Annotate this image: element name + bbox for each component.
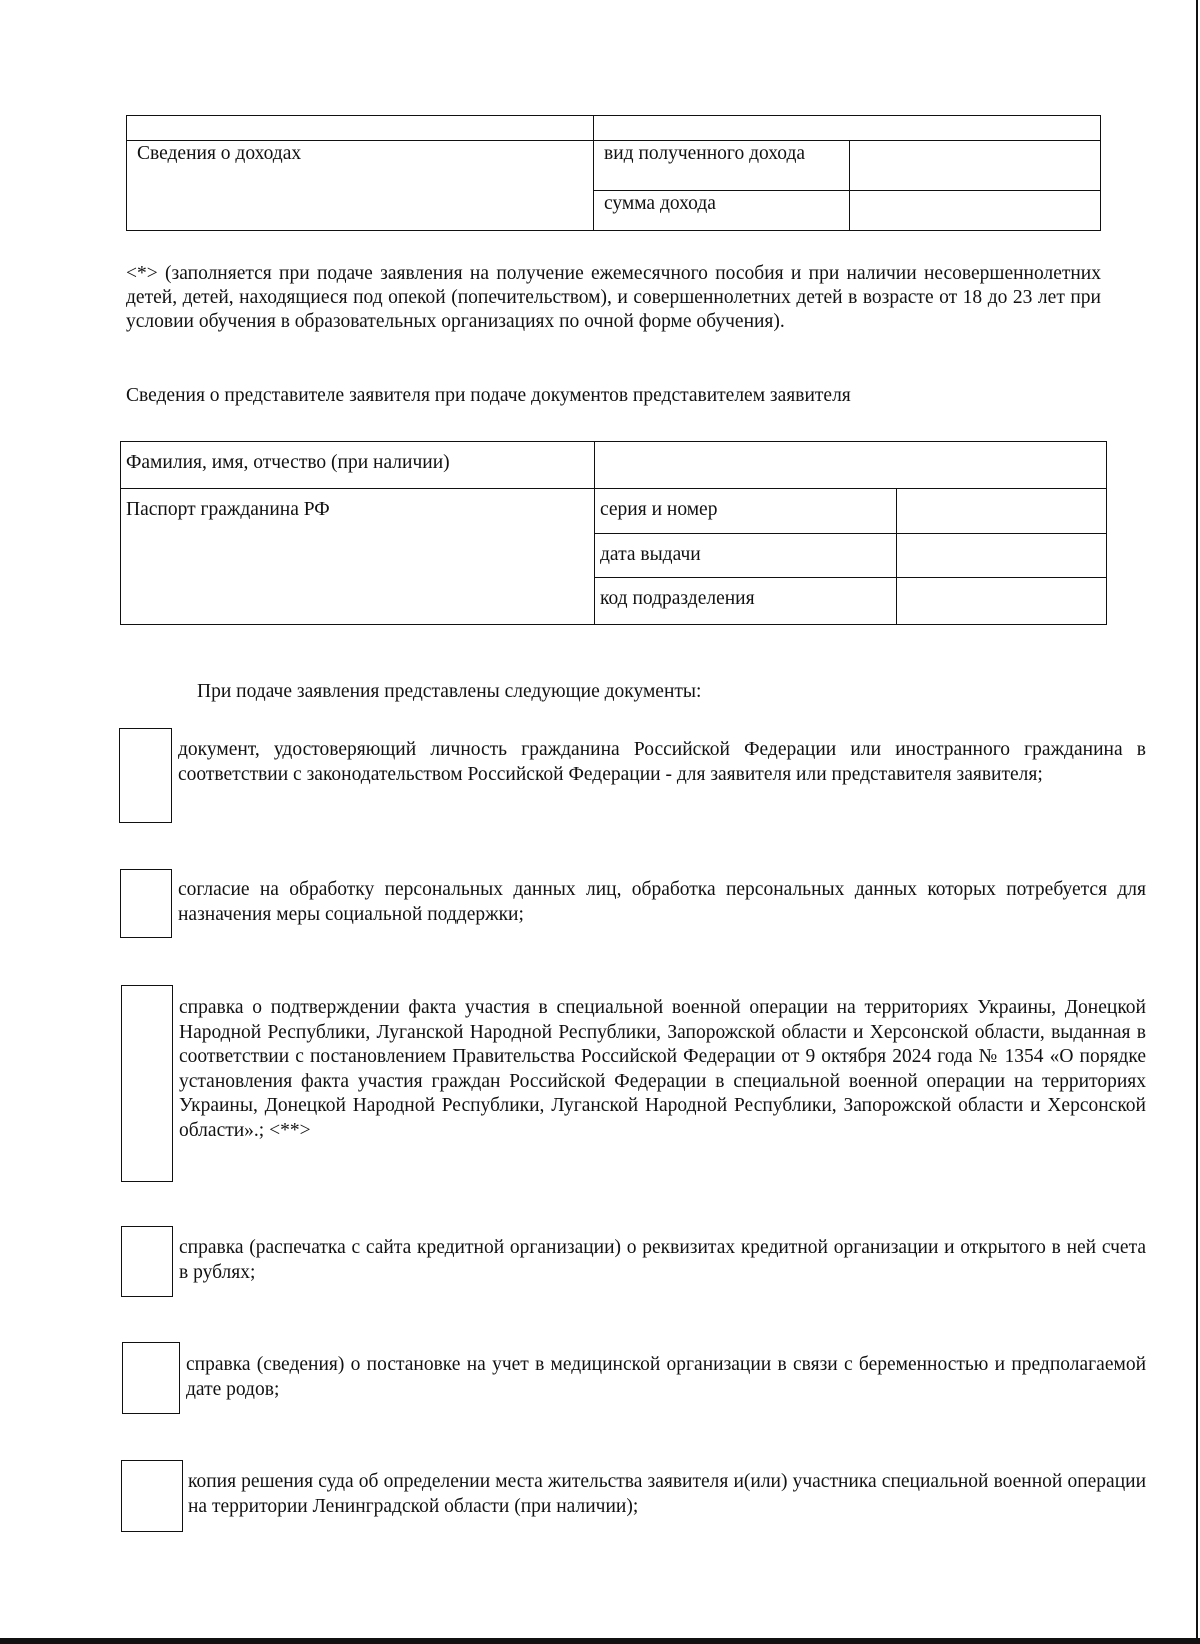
document-checkbox-1[interactable] — [119, 728, 172, 823]
document-text-2: согласие на обработку персональных данных лиц, обработка персональных данных которых потребуется для назначения меры социальной поддержки; — [178, 879, 1146, 925]
division-code-label-cell — [595, 578, 897, 625]
income-table — [126, 115, 1101, 231]
representative-table — [120, 441, 1107, 625]
income-amount-field[interactable] — [850, 191, 1101, 231]
document-checkbox-5[interactable] — [122, 1342, 180, 1414]
passport-label-cell — [121, 489, 595, 625]
passport-label: Паспорт гражданина РФ — [126, 499, 330, 520]
document-checkbox-2[interactable] — [120, 869, 172, 938]
series-label-cell — [595, 489, 897, 534]
document-text-5: справка (сведения) о постановке на учет в медицинской организации в связи с беременностью и предполагаемой дате родов; — [186, 1354, 1146, 1400]
income-type-label: вид полученного дохода — [604, 143, 806, 164]
division-code-field[interactable] — [897, 578, 1107, 625]
fio-label-cell — [121, 442, 595, 489]
issue-date-field[interactable] — [897, 534, 1107, 578]
division-code-label: код подразделения — [600, 588, 755, 609]
income-table-blank-cell — [127, 116, 594, 141]
document-text-4: справка (распечатка с сайта кредитной организации) о реквизитах кредитной организации и открытого в ней счета в рублях; — [179, 1237, 1146, 1283]
document-checkbox-4[interactable] — [121, 1226, 173, 1297]
document-checkbox-6[interactable] — [121, 1460, 183, 1532]
document-text-3: справка о подтверждении факта участия в специальной военной операции на территориях Украины, Донецкой Народной Республики, Луганской Народной Республики, Запорожской области и Херсонской области, выданная в соответствии с постановлением Правительства Российской Федерации от 9 октября 2024 года № 1354 «О порядке установления факта участия граждан Российской Федерации в специальной военной операции на территориях Украины, Донецкой Народной Республики, Луганской Народной Республики, Запорожской области и Херсонской области».; <**> — [179, 997, 1146, 1141]
page-bottom-rule — [0, 1638, 1200, 1644]
fio-field[interactable] — [595, 442, 1107, 489]
document-text-1: документ, удостоверяющий личность гражданина Российской Федерации или иностранного гражданина в соответствии с законодательством Российской Федерации - для заявителя или представителя заявителя; — [178, 739, 1146, 785]
document-text-6: копия решения суда об определении места жительства заявителя и(или) участника специальной военной операции на территории Ленинградской области (при наличии); — [188, 1471, 1146, 1517]
income-type-label-cell — [594, 141, 850, 191]
income-label: Сведения о доходах — [137, 143, 302, 164]
issue-date-label-cell — [595, 534, 897, 578]
series-label: серия и номер — [600, 499, 718, 520]
documents-heading: При подаче заявления представлены следующие документы: — [197, 681, 702, 702]
issue-date-label: дата выдачи — [600, 544, 701, 565]
footnote-star: <*> (заполняется при подаче заявления на получение ежемесячного пособия и при наличии несовершеннолетних детей, детей, находящиеся под опекой (попечительством), и совершеннолетних детей в возрасте от 18 до 23 лет при условии обучения в образовательных организациях по очной форме обучения). — [126, 263, 1101, 332]
scan-edge-line — [1196, 0, 1198, 1643]
income-table-blank-cell — [594, 116, 1101, 141]
document-checkbox-3[interactable] — [121, 985, 173, 1182]
income-label-cell — [127, 141, 594, 231]
income-amount-label-cell — [594, 191, 850, 231]
series-field[interactable] — [897, 489, 1107, 534]
representative-heading: Сведения о представителе заявителя при подаче документов представителем заявителя — [126, 385, 851, 406]
fio-label: Фамилия, имя, отчество (при наличии) — [126, 452, 450, 473]
income-amount-label: сумма дохода — [604, 193, 716, 214]
income-type-field[interactable] — [850, 141, 1101, 191]
